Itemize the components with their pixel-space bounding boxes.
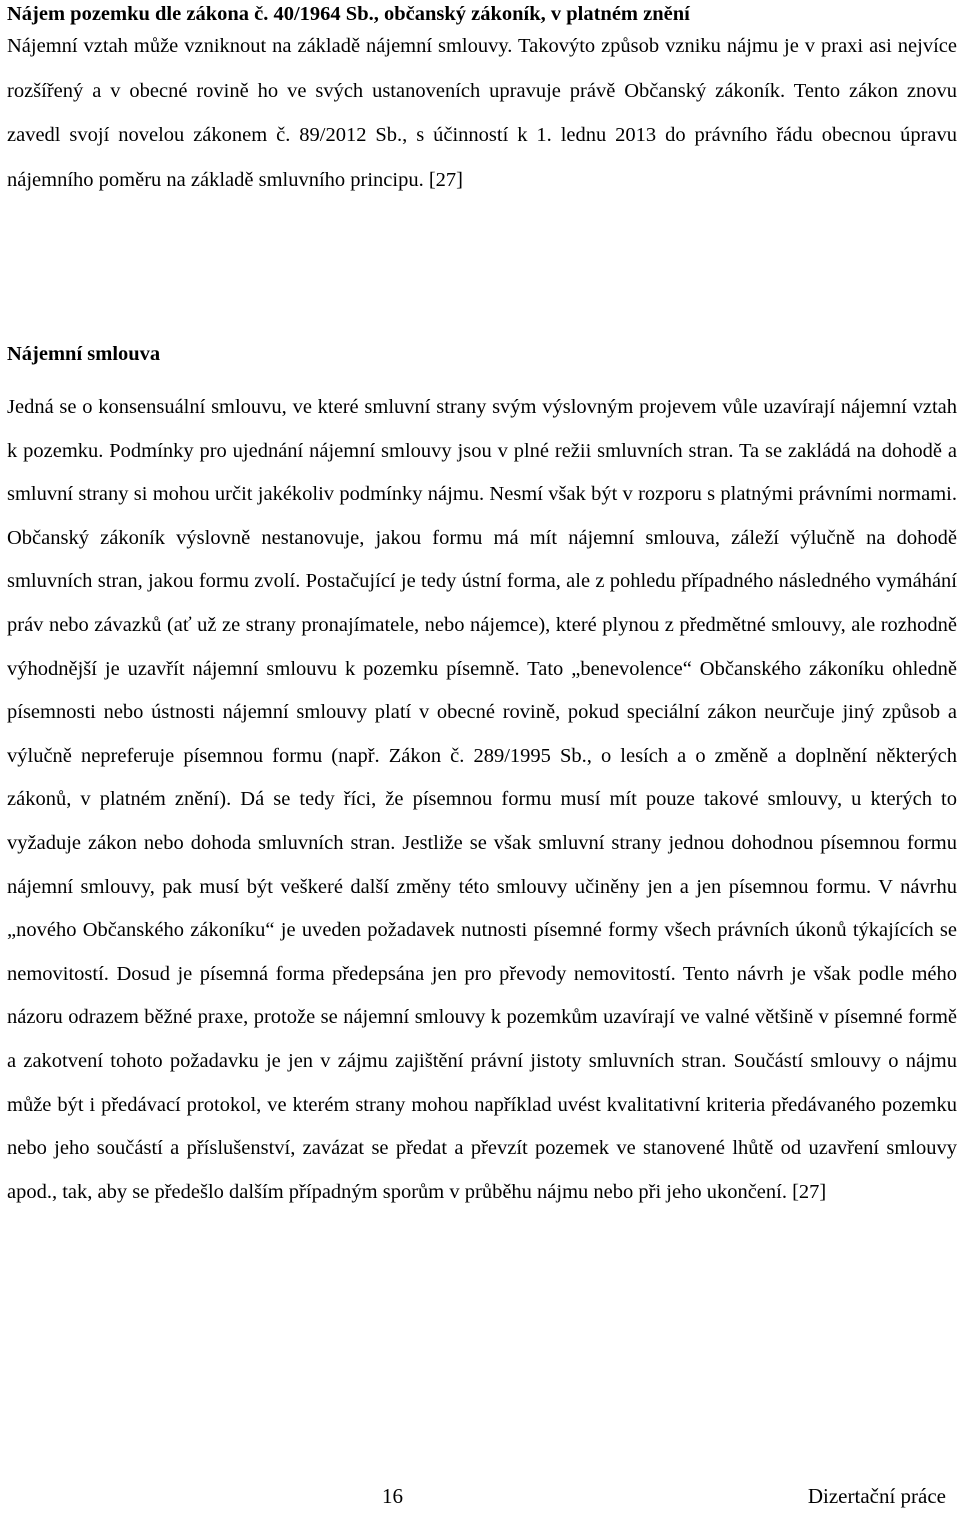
footer-document-type: Dizertační práce <box>807 1484 946 1508</box>
subheading-najemni-smlouva: Nájemní smlouva <box>7 343 161 365</box>
section-heading: Nájem pozemku dle zákona č. 40/1964 Sb., občanský zákoník, v platném znění <box>7 3 690 25</box>
paragraph-intro: Nájemní vztah může vzniknout na základě nájemní smlouvy. Takovýto způsob vzniku nájmu je v praxi asi nejvíce rozšířený a v obecné rovině ho ve svých ustanoveních upravuje právě Občanský zákoník. Tento zákon znovu zavedl svojí novelou zákonem č. 89/2012 Sb., s účinností k 1. lednu 2013 do právního řádu obecnou úpravu nájemního poměru na základě smluvního principu. [27] <box>7 35 957 191</box>
page-number: 16 <box>382 1484 403 1508</box>
paragraph-najemni-smlouva: Jedná se o konsensuální smlouvu, ve které smluvní strany svým výslovným projevem vůle uzavírají nájemní vztah k pozemku. Podmínky pro ujednání nájemní smlouvy jsou v plné režii smluvních stran. Ta se zakládá na dohodě a smluvní strany si mohou určit jakékoliv podmínky nájmu. Nesmí však být v rozporu s platnými právními normami. Občanský zákoník výslovně nestanovuje, jakou formu má mít nájemní smlouva, záleží výlučně na dohodě smluvních stran, jakou formu zvolí. Postačující je tedy ústní forma, ale z pohledu případného následného vymáhání práv nebo závazků (ať už ze strany pronajímatele, nebo nájemce), které plynou z předmětné smlouvy, ale rozhodně výhodnější je uzavřít nájemní smlouvu k pozemku písemně. Tato „benevolence“ Občanského zákoníku ohledně písemnosti nebo ústnosti nájemní smlouvy platí v obecné rovině, pokud speciální zákon neurčuje jiný způsob a výlučně nepreferuje písemnou formu (např. Zákon č. 289/1995 Sb., o lesích a o změně a doplnění některých zákonů, v platném znění). Dá se tedy říci, že písemnou formu musí mít pouze takové smlouvy, u kterých to vyžaduje zákon nebo dohoda smluvních stran. Jestliže se však smluvní strany jednou dohodnou písemnou formu nájemní smlouvy, pak musí být veškeré další změny této smlouvy učiněny jen a jen písemnou formu. V návrhu „nového Občanského zákoníku“ je uveden požadavek nutnosti písemné formy všech právních úkonů týkajících se nemovitostí. Dosud je písemná forma předepsána jen pro převody nemovitostí. Tento návrh je však podle mého názoru odrazem běžné praxe, protože se nájemní smlouvy k pozemkům uzavírají ve valné většině v písemné formě a zakotvení tohoto požadavku je jen v zájmu zajištění právní jistoty smluvních stran. Součástí smlouvy o nájmu může být i předávací protokol, ve kterém strany mohou například uvést kvalitativní kriteria předávaného pozemku nebo jeho součástí a příslušenství, zavázat se předat a převzít pozemek ve stanovené lhůtě od uzavření smlouvy apod., tak, aby se předešlo dalším případným sporům v průběhu nájmu nebo při jeho ukončení. [27] <box>7 396 957 1203</box>
